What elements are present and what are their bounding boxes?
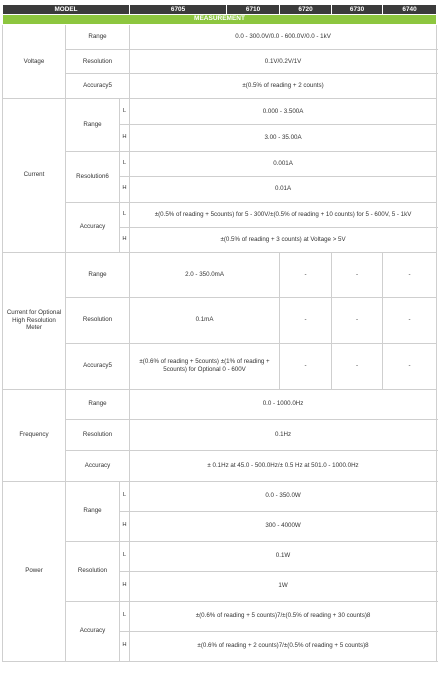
hires-range-6730: - [332,252,383,297]
frequency-accuracy-value: ± 0.1Hz at 45.0 - 500.0Hz/± 0.5 Hz at 501.0 - 1000.0Hz [130,450,437,481]
voltage-resolution-label: Resolution [66,50,130,74]
hires-resolution-row [3,297,437,343]
power-range-h-value: 300 - 4000W [130,511,437,541]
frequency-range-value: 0.0 - 1000.0Hz [130,389,437,419]
voltage-accuracy-row [3,74,437,99]
hires-resolution-6740: - [383,297,437,343]
power-range-l-marker: L [120,481,130,511]
power-resolution-label: Resolution [66,541,120,601]
current-accuracy-h-value: ±(0.5% of reading + 3 counts) at Voltage > 5V [130,227,437,252]
hires-label: Current for Optional High Resolution Meter [3,252,66,389]
power-resolution-l-value: 0.1W [130,541,437,571]
hires-range-label: Range [66,252,130,297]
frequency-range-label: Range [66,389,130,419]
model-6705: 6705 [130,5,227,15]
voltage-resolution-row [3,50,437,74]
model-6740: 6740 [383,5,437,15]
current-range-h-marker: H [120,125,130,151]
voltage-range-value: 0.0 - 300.0V/0.0 - 600.0V/0.0 - 1kV [130,25,437,50]
current-range-label: Range [66,99,120,152]
voltage-range-label: Range [66,25,130,50]
power-range-h-marker: H [120,511,130,541]
power-resolution-h-marker: H [120,571,130,601]
current-accuracy-l-value: ±(0.5% of reading + 5counts) for 5 - 300V/±(0.5% of reading + 10 counts) for 5 - 600V, 5 - 1kV [130,202,437,227]
power-label: Power [3,481,66,661]
hires-resolution-6720: - [280,297,332,343]
hires-range-row [3,252,437,297]
current-range-l-row [3,99,437,125]
model-header: MODEL [3,5,130,15]
frequency-resolution-label: Resolution [66,419,130,450]
current-accuracy-h-marker: H [120,227,130,252]
measurement-row [3,15,437,25]
voltage-label: Voltage [3,25,66,99]
hires-accuracy-6740: - [383,343,437,389]
voltage-resolution-value: 0.1V/0.2V/1V [130,50,437,74]
current-label: Current [3,99,66,253]
current-accuracy-l-row [3,202,437,227]
hires-accuracy-row [3,343,437,389]
frequency-accuracy-label: Accuracy [66,450,130,481]
frequency-resolution-value: 0.1Hz [130,419,437,450]
current-range-l-marker: L [120,99,130,125]
voltage-range-row [3,25,437,50]
current-resolution-label: Resolution6 [66,151,120,202]
header-row [3,5,437,15]
hires-accuracy-6730: - [332,343,383,389]
current-accuracy-l-marker: L [120,202,130,227]
current-accuracy-label: Accuracy [66,202,120,252]
hires-accuracy-value: ±(0.6% of reading + 5counts) ±(1% of reading + 5counts) for Optional 0 - 600V [130,343,280,389]
power-resolution-l-row [3,541,437,571]
current-resolution-h-marker: H [120,176,130,202]
frequency-label: Frequency [3,389,66,481]
power-range-l-value: 0.0 - 350.0W [130,481,437,511]
measurement-banner: MEASUREMENT [3,15,437,25]
frequency-range-row [3,389,437,419]
hires-resolution-6730: - [332,297,383,343]
current-range-h-value: 3.00 - 35.00A [130,125,437,151]
power-accuracy-h-marker: H [120,631,130,661]
current-range-l-value: 0.000 - 3.500A [130,99,437,125]
power-accuracy-l-row [3,601,437,631]
hires-range-6740: - [383,252,437,297]
power-accuracy-label: Accuracy [66,601,120,661]
power-range-label: Range [66,481,120,541]
voltage-accuracy-value: ±(0.5% of reading + 2 counts) [130,74,437,99]
hires-accuracy-label: Accuracy5 [66,343,130,389]
spec-table [2,4,437,662]
hires-resolution-label: Resolution [66,297,130,343]
hires-accuracy-6720: - [280,343,332,389]
frequency-resolution-row [3,419,437,450]
frequency-accuracy-row [3,450,437,481]
hires-resolution-value: 0.1mA [130,297,280,343]
current-resolution-l-value: 0.001A [130,151,437,176]
power-resolution-l-marker: L [120,541,130,571]
model-6730: 6730 [332,5,383,15]
power-accuracy-h-value: ±(0.6% of reading + 2 counts)7/±(0.5% of reading + 5 counts)8 [130,631,437,661]
power-accuracy-l-marker: L [120,601,130,631]
current-resolution-l-row [3,151,437,176]
current-resolution-l-marker: L [120,151,130,176]
current-resolution-h-value: 0.01A [130,176,437,202]
power-resolution-h-value: 1W [130,571,437,601]
hires-range-value: 2.0 - 350.0mA [130,252,280,297]
power-accuracy-l-value: ±(0.6% of reading + 5 counts)7/±(0.5% of reading + 30 counts)8 [130,601,437,631]
hires-range-6720: - [280,252,332,297]
voltage-accuracy-label: Accuracy5 [66,74,130,99]
power-range-l-row [3,481,437,511]
model-6710: 6710 [227,5,280,15]
model-6720: 6720 [280,5,332,15]
